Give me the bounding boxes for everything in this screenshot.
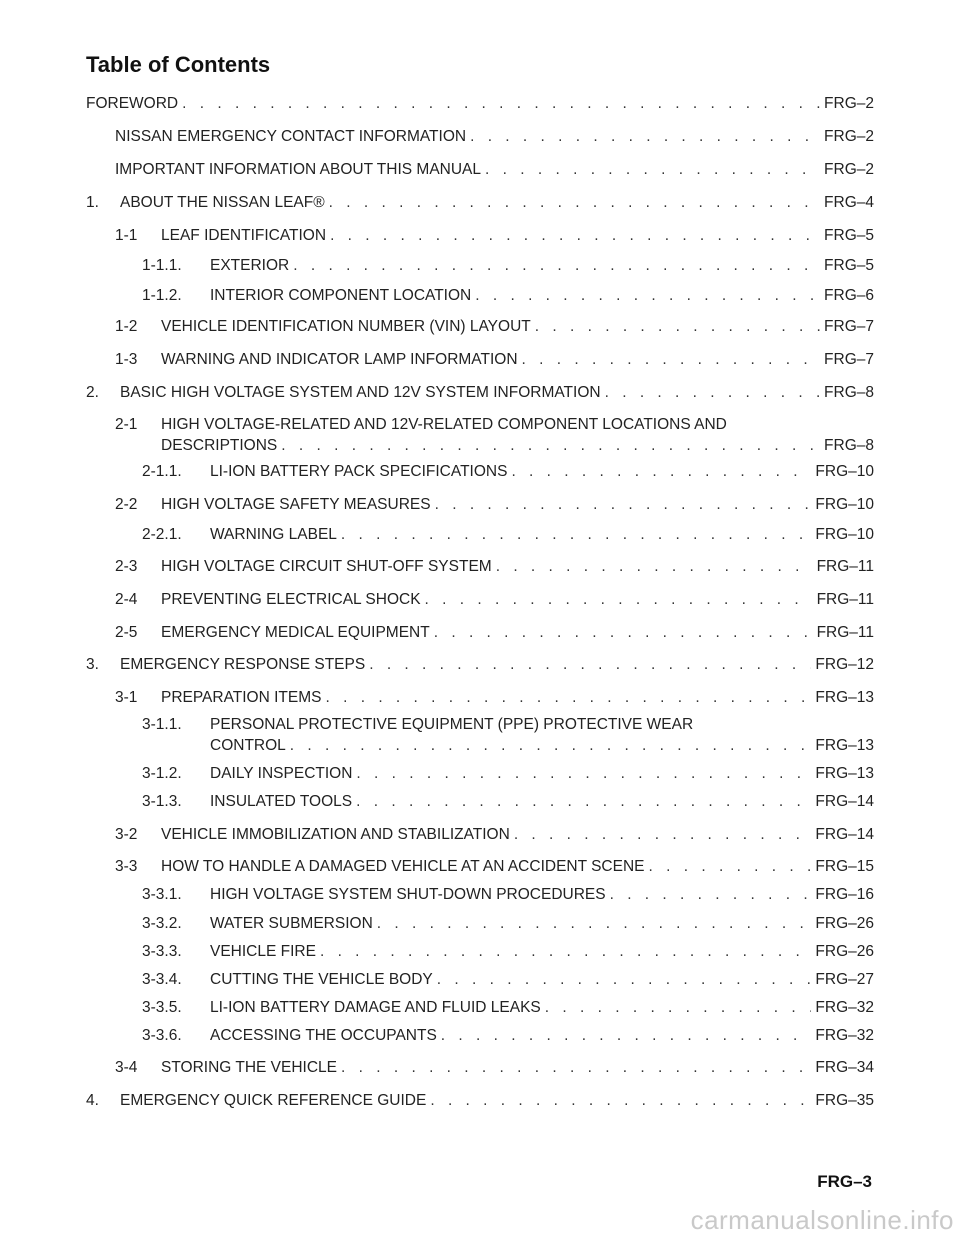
toc-entry[interactable] (115, 227, 874, 245)
toc-entry-label: VEHICLE IDENTIFICATION NUMBER (VIN) LAYOUT (161, 318, 531, 335)
dot-leader (475, 287, 820, 305)
toc-entry-page: FRG–15 (815, 858, 874, 875)
toc-entry-page: FRG–8 (824, 384, 874, 401)
toc-entry-label: DESCRIPTIONS (161, 437, 278, 454)
toc-entry[interactable] (142, 999, 874, 1017)
toc-entry-number: 2-2 (115, 496, 138, 513)
toc-entry-label: HIGH VOLTAGE SYSTEM SHUT-DOWN PROCEDURES (210, 886, 606, 903)
dot-leader (330, 227, 820, 245)
toc-entry-page: FRG–34 (815, 1059, 874, 1076)
toc-entry-label: ABOUT THE NISSAN LEAF® (120, 194, 325, 211)
dot-leader (441, 1027, 812, 1045)
toc-entry-label: IMPORTANT INFORMATION ABOUT THIS MANUAL (115, 161, 482, 178)
toc-entry-page: FRG–7 (824, 351, 874, 368)
toc-entry[interactable] (142, 463, 874, 481)
toc-entry[interactable] (142, 287, 874, 305)
toc-entry-number: 2-3 (115, 558, 138, 575)
dot-leader (437, 971, 812, 989)
toc-entry[interactable] (86, 95, 874, 113)
toc-entry-number: 3-2 (115, 826, 138, 843)
toc-entry-label: WARNING LABEL (210, 526, 337, 543)
toc-entry[interactable] (115, 351, 874, 369)
toc-entry-label: PREVENTING ELECTRICAL SHOCK (161, 591, 421, 608)
dot-leader (281, 437, 820, 455)
toc-entry-number: 3-3.5. (142, 999, 182, 1016)
toc-entry-number: 2-4 (115, 591, 138, 608)
toc-entry-label: INTERIOR COMPONENT LOCATION (210, 287, 472, 304)
toc-entry-page: FRG–7 (824, 318, 874, 335)
toc-entry-page: FRG–8 (824, 437, 874, 454)
toc-entry-number: 3-3 (115, 858, 138, 875)
toc-entry-label: NISSAN EMERGENCY CONTACT INFORMATION (115, 128, 467, 145)
toc-entry-label: EMERGENCY QUICK REFERENCE GUIDE (120, 1092, 427, 1109)
toc-entry[interactable] (142, 1027, 874, 1045)
toc-entry-page: FRG–26 (815, 915, 874, 932)
toc-entry-number: 3-4 (115, 1059, 138, 1076)
toc-entry[interactable] (86, 1092, 874, 1110)
toc-entry-number: 2-1 (115, 416, 138, 433)
page-title: Table of Contents (86, 52, 271, 77)
toc-entry[interactable] (115, 1059, 874, 1077)
toc-entry[interactable] (142, 793, 874, 811)
toc-entry-label: LI-ION BATTERY DAMAGE AND FLUID LEAKS (210, 999, 541, 1016)
toc-entry-page: FRG–26 (815, 943, 874, 960)
toc-entry[interactable] (115, 318, 874, 336)
toc-entry-number: 3-1.1. (142, 716, 182, 733)
toc-entry-page: FRG–12 (815, 656, 874, 673)
toc-entry-page: FRG–10 (815, 526, 874, 543)
dot-leader (511, 463, 811, 481)
toc-entry[interactable] (115, 689, 874, 707)
dot-leader (430, 1092, 811, 1110)
toc-entry-label: ACCESSING THE OCCUPANTS (210, 1027, 437, 1044)
toc-entry-number: 1-1 (115, 227, 138, 244)
toc-entry-number: 2. (86, 384, 99, 401)
toc-entry-number: 2-1.1. (142, 463, 182, 480)
dot-leader (356, 793, 811, 811)
toc-entry[interactable] (142, 971, 874, 989)
toc-entry-number: 3-1.2. (142, 765, 182, 782)
dot-leader (522, 351, 821, 369)
dot-leader (485, 161, 820, 179)
toc-entry-label: WATER SUBMERSION (210, 915, 373, 932)
dot-leader (329, 194, 820, 212)
toc-entry-label: BASIC HIGH VOLTAGE SYSTEM AND 12V SYSTEM INFORMATION (120, 384, 601, 401)
toc-entry-number: 2-2.1. (142, 526, 182, 543)
dot-leader (369, 656, 811, 674)
toc-entry-number: 3-3.3. (142, 943, 182, 960)
toc-entry[interactable] (142, 915, 874, 933)
dot-leader (435, 496, 812, 514)
toc-entry-page: FRG–27 (815, 971, 874, 988)
toc-entry[interactable] (115, 128, 874, 146)
toc-entry-label: PREPARATION ITEMS (161, 689, 322, 706)
toc-entry-number: 1-1.2. (142, 287, 182, 304)
toc-entry-page: FRG–10 (815, 463, 874, 480)
toc-entry-label: HOW TO HANDLE A DAMAGED VEHICLE AT AN ACCIDENT SCENE (161, 858, 645, 875)
toc-entry-page: FRG–16 (815, 886, 874, 903)
toc-entry[interactable] (115, 591, 874, 609)
toc-entry-number: 1-3 (115, 351, 138, 368)
toc-entry-page: FRG–32 (815, 999, 874, 1016)
dot-leader (341, 1059, 811, 1077)
toc-entry-label: EXTERIOR (210, 257, 290, 274)
toc-entry-page: FRG–2 (824, 128, 874, 145)
dot-leader (610, 886, 812, 904)
watermark: carmanualsonline.info (690, 1205, 954, 1235)
toc-entry[interactable] (115, 858, 874, 876)
toc-entry[interactable] (142, 526, 874, 544)
toc-entry-number: 3-3.4. (142, 971, 182, 988)
toc-entry-number: 3-3.6. (142, 1027, 182, 1044)
toc-entry[interactable] (115, 826, 874, 844)
dot-leader (290, 737, 812, 755)
toc-entry-label: LI-ION BATTERY PACK SPECIFICATIONS (210, 463, 508, 480)
dot-leader (341, 526, 812, 544)
toc-entry-page: FRG–11 (816, 558, 874, 575)
toc-entry-label: LEAF IDENTIFICATION (161, 227, 327, 244)
dot-leader (514, 826, 812, 844)
toc-entry-number: 3-1 (115, 689, 138, 706)
toc-entry-page: FRG–13 (815, 737, 874, 754)
toc-entry-label: WARNING AND INDICATOR LAMP INFORMATION (161, 351, 518, 368)
dot-leader (182, 95, 820, 113)
toc-entry[interactable] (142, 257, 874, 275)
dot-leader (535, 318, 820, 336)
toc-entry-number: 3-1.3. (142, 793, 182, 810)
toc-entry-page: FRG–6 (824, 287, 874, 304)
toc-entry-label: HIGH VOLTAGE SAFETY MEASURES (161, 496, 431, 513)
toc-entry[interactable] (86, 194, 874, 212)
toc-entry-page: FRG–13 (815, 689, 874, 706)
toc-entry-page: FRG–10 (815, 496, 874, 513)
toc-entry-number: 1-2 (115, 318, 138, 335)
toc-entry[interactable] (142, 765, 874, 783)
toc-entry-label: CONTROL (210, 737, 286, 754)
toc-entry-page: FRG–5 (824, 257, 874, 274)
toc-entry-page: FRG–11 (816, 591, 874, 608)
toc-entry-label: FOREWORD (86, 95, 179, 112)
dot-leader (325, 689, 811, 707)
toc-entry[interactable] (115, 558, 874, 576)
dot-leader (545, 999, 812, 1017)
toc-entry-label: CUTTING THE VEHICLE BODY (210, 971, 433, 988)
toc-entry-page: FRG–35 (815, 1092, 874, 1109)
toc-entry-label: EMERGENCY RESPONSE STEPS (120, 656, 366, 673)
toc-entry-label: EMERGENCY MEDICAL EQUIPMENT (161, 624, 430, 641)
toc-entry-number: 3. (86, 656, 99, 673)
toc-entry[interactable] (115, 496, 874, 514)
dot-leader (377, 915, 812, 933)
toc-entry-number: 2-5 (115, 624, 138, 641)
toc-entry-number: 1. (86, 194, 99, 211)
dot-leader (356, 765, 811, 783)
toc-entry-label: INSULATED TOOLS (210, 793, 353, 810)
dot-leader (496, 558, 813, 576)
toc-entry-page: FRG–14 (815, 826, 874, 843)
toc-entry-label: VEHICLE FIRE (210, 943, 316, 960)
toc-entry-page: FRG–5 (824, 227, 874, 244)
toc-entry[interactable] (86, 656, 874, 674)
toc-entry[interactable] (142, 943, 874, 961)
toc-entry[interactable] (142, 716, 874, 755)
dot-leader (605, 384, 820, 402)
toc-entry-label: STORING THE VEHICLE (161, 1059, 337, 1076)
toc-entry-page: FRG–4 (824, 194, 874, 211)
toc-entry-label-line: PERSONAL PROTECTIVE EQUIPMENT (PPE) PROTECTIVE WEAR (210, 716, 694, 733)
toc-entry-number: 4. (86, 1092, 99, 1109)
dot-leader (293, 257, 820, 275)
dot-leader (425, 591, 813, 609)
toc-entry-number: 3-3.2. (142, 915, 182, 932)
toc-entry-page: FRG–2 (824, 161, 874, 178)
toc-entry-page: FRG–13 (815, 765, 874, 782)
toc-entry-number: 3-3.1. (142, 886, 182, 903)
toc-entry[interactable] (86, 384, 874, 402)
toc-entry-page: FRG–11 (816, 624, 874, 641)
toc-entry-label-line: HIGH VOLTAGE-RELATED AND 12V-RELATED COMPONENT LOCATIONS AND (161, 416, 727, 433)
toc-entry-page: FRG–2 (824, 95, 874, 112)
toc-entry-label: DAILY INSPECTION (210, 765, 353, 782)
dot-leader (649, 858, 812, 876)
toc-entry[interactable] (115, 624, 874, 642)
dot-leader (434, 624, 813, 642)
toc-entry-label: VEHICLE IMMOBILIZATION AND STABILIZATION (161, 826, 510, 843)
toc-entry-number: 1-1.1. (142, 257, 182, 274)
page-number: FRG–3 (817, 1172, 872, 1191)
toc-entry[interactable] (115, 416, 874, 455)
toc-entry[interactable] (115, 161, 874, 179)
dot-leader (320, 943, 811, 961)
dot-leader (470, 128, 820, 146)
toc-entry-page: FRG–32 (815, 1027, 874, 1044)
toc-entry-page: FRG–14 (815, 793, 874, 810)
toc-entry[interactable] (142, 886, 874, 904)
toc-entry-label: HIGH VOLTAGE CIRCUIT SHUT-OFF SYSTEM (161, 558, 492, 575)
